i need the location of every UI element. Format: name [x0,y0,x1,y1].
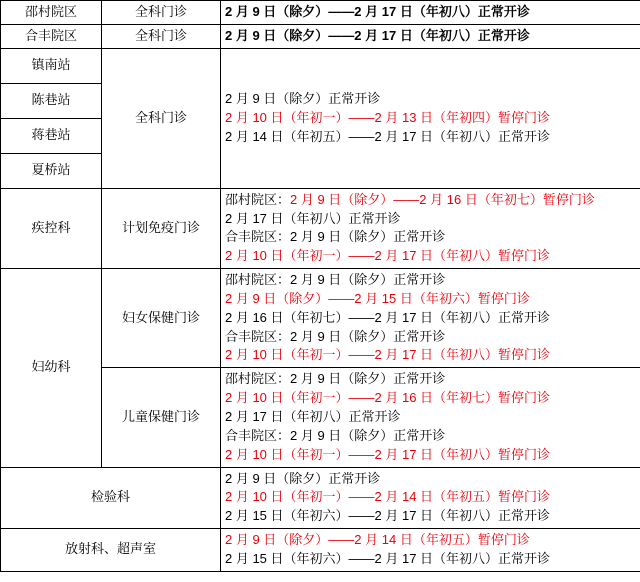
schedule-info-cell [221,269,640,368]
venue-label: 邵村院区： [225,191,291,207]
clinic-type-cell: 计划免疫门诊 [102,188,221,268]
department-cell: 邵村院区 [1,1,102,25]
schedule-line: 2 月 9 日（除夕）——2 月 17 日（年初八）正常开诊 [225,4,530,19]
schedule-info-cell [221,48,640,188]
schedule-line: 合丰院区：2 月 9 日（除夕）正常开诊 [225,427,446,443]
schedule-line: 2 月 15 日（年初六）——2 月 17 日（年初八）正常开诊 [225,508,551,524]
department-cell: 检验科 [1,467,221,529]
schedule-info-cell [221,529,640,572]
clinic-type-cell: 妇女保健门诊 [102,269,221,368]
schedule-line: 2 月 10 日（年初一）——2 月 13 日（年初四）暂停门诊 [225,109,551,125]
schedule-line: 2 月 9 日（除夕）——2 月 17 日（年初八）正常开诊 [225,27,530,43]
station-cell: 夏桥站 [1,153,102,188]
station-cell: 陈巷站 [1,83,102,118]
schedule-line: 2 月 14 日（年初五）——2 月 17 日（年初八）正常开诊 [225,128,551,144]
table-row [1,529,640,572]
table-row [1,269,640,368]
station-cell: 蒋巷站 [1,118,102,153]
department-cell: 疾控科 [1,188,102,268]
schedule-line: 2 月 17 日（年初八）正常开诊 [225,408,401,424]
table-row [1,48,640,83]
table-row [1,24,640,48]
schedule-info-cell [221,1,640,25]
table-row [1,1,640,25]
schedule-line: 2 月 10 日（年初一）——2 月 17 日（年初八）暂停门诊 [225,248,551,264]
schedule-line: 合丰院区：2 月 9 日（除夕）正常开诊 [225,328,446,344]
station-cell: 镇南站 [1,48,102,83]
schedule-line: 2 月 17 日（年初八）正常开诊 [225,210,401,226]
table-row [1,188,640,268]
clinic-type-cell: 儿童保健门诊 [102,368,221,467]
schedule-line: 2 月 10 日（年初一）——2 月 17 日（年初八）暂停门诊 [225,347,551,363]
department-cell: 妇幼科 [1,269,102,467]
clinic-type-cell: 全科门诊 [102,48,221,188]
department-cell: 合丰院区 [1,24,102,48]
schedule-line: 2 月 9 日（除夕）——2 月 14 日（年初五）暂停门诊 [225,532,530,548]
schedule-line: 2 月 9 日（除夕）正常开诊 [225,90,381,106]
department-cell: 放射科、超声室 [1,529,221,572]
schedule-line [225,191,640,210]
schedule-info-cell [221,368,640,467]
schedule-text: 2 月 9 日（除夕）——2 月 16 日（年初七）暂停门诊 [290,191,595,207]
schedule-line: 邵村院区：2 月 9 日（除夕）正常开诊 [225,272,446,288]
schedule-line: 2 月 10 日（年初一）——2 月 14 日（年初五）暂停门诊 [225,489,551,505]
schedule-line: 2 月 10 日（年初一）——2 月 17 日（年初八）暂停门诊 [225,446,551,462]
schedule-line: 2 月 9 日（除夕）正常开诊 [225,470,381,486]
schedule-line: 2 月 16 日（年初七）——2 月 17 日（年初八）正常开诊 [225,309,551,325]
schedule-info-cell [221,24,640,48]
schedule-line: 2 月 9 日（除夕）——2 月 15 日（年初六）暂停门诊 [225,290,530,306]
table-row [1,467,640,529]
schedule-line: 合丰院区：2 月 9 日（除夕）正常开诊 [225,229,446,245]
schedule-line: 2 月 15 日（年初六）——2 月 17 日（年初八）正常开诊 [225,550,551,566]
schedule-info-cell [221,467,640,529]
schedule-line: 2 月 10 日（年初一）——2 月 16 日（年初七）暂停门诊 [225,390,551,406]
schedule-info-cell [221,188,640,268]
clinic-type-cell: 全科门诊 [102,24,221,48]
schedule-line: 邵村院区：2 月 9 日（除夕）正常开诊 [225,371,446,387]
clinic-type-cell: 全科门诊 [102,1,221,25]
